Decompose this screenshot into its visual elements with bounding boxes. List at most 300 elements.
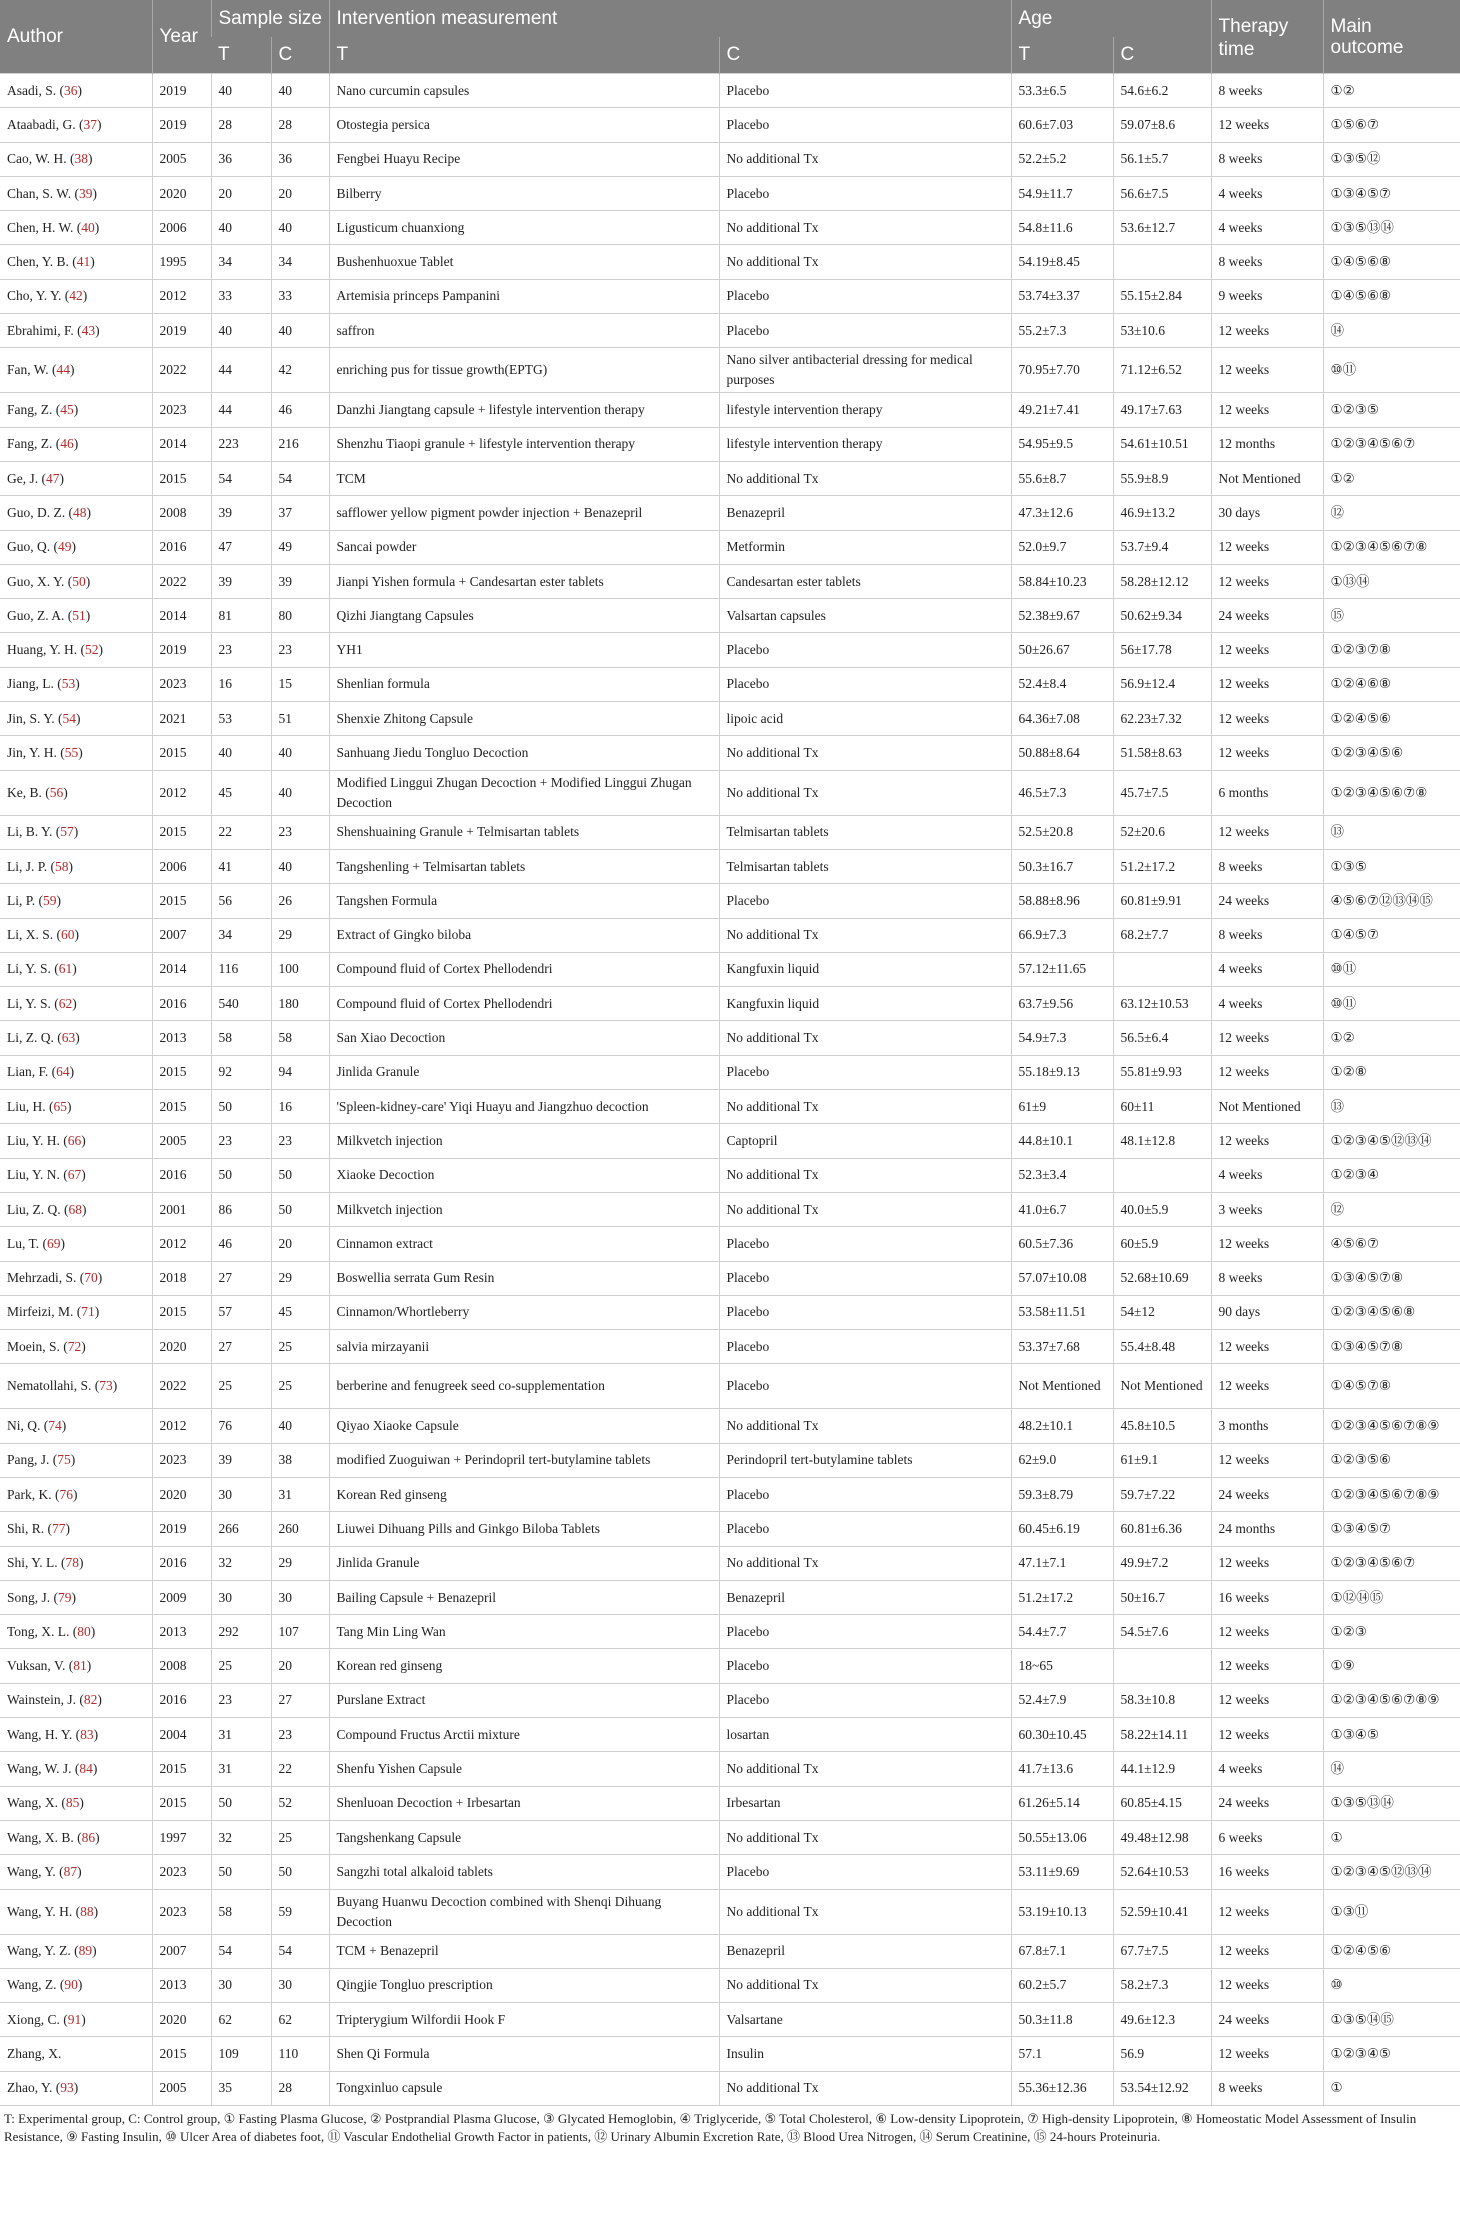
reference-link[interactable]: 72 — [67, 1338, 82, 1354]
table-row — [0, 952, 1460, 986]
cell-year: 2016 — [152, 1546, 211, 1580]
cell-year: 2008 — [152, 1649, 211, 1683]
cell-age-t: 58.88±8.96 — [1011, 884, 1113, 918]
cell-therapy-time: 24 weeks — [1211, 2003, 1323, 2037]
cell-intervention-t: Jinlida Granule — [329, 1546, 719, 1580]
author-name: Li, Z. Q. ( — [7, 1030, 62, 1046]
reference-link[interactable]: 86 — [81, 1829, 96, 1845]
author-name: Moein, S. ( — [7, 1338, 68, 1354]
reference-link[interactable]: 73 — [99, 1378, 113, 1394]
reference-link[interactable]: 56 — [49, 784, 64, 800]
author-name: Liu, Z. Q. ( — [7, 1201, 69, 1217]
author-name: Fang, Z. ( — [7, 436, 61, 452]
reference-link[interactable]: 55 — [64, 744, 79, 760]
cell-intervention-t: Sanhuang Jiedu Tongluo Decoction — [329, 736, 719, 770]
cell-year: 2012 — [152, 1409, 211, 1443]
cell-therapy-time: 3 months — [1211, 1409, 1323, 1443]
cell-year: 2014 — [152, 952, 211, 986]
cell-intervention-c: No additional Tx — [719, 736, 1011, 770]
cell-sample-c: 40 — [271, 736, 329, 770]
cell-age-c: 52.68±10.69 — [1113, 1261, 1211, 1295]
cell-main-outcome: ⑭ — [1323, 1752, 1460, 1786]
cell-age-t: 47.3±12.6 — [1011, 496, 1113, 530]
author-name: Shi, R. ( — [7, 1520, 53, 1536]
reference-link[interactable]: 78 — [65, 1555, 80, 1571]
cell-sample-t: 223 — [211, 427, 271, 461]
cell-author: Huang, Y. H. (52) — [0, 633, 152, 667]
cell-age-t: 53.58±11.51 — [1011, 1295, 1113, 1329]
table-row — [0, 1364, 1460, 1409]
cell-age-c — [1113, 1158, 1211, 1192]
table-row — [0, 1192, 1460, 1226]
cell-age-c: 59.7±7.22 — [1113, 1477, 1211, 1511]
table-row — [0, 1786, 1460, 1820]
reference-link[interactable]: 80 — [77, 1623, 91, 1639]
cell-sample-t: 30 — [211, 1580, 271, 1614]
author-name: Zhao, Y. ( — [7, 2080, 61, 2096]
reference-link[interactable]: 50 — [72, 573, 86, 589]
header-intervention-t: T — [329, 37, 719, 74]
cell-author: Pang, J. (75) — [0, 1443, 152, 1477]
cell-sample-t: 27 — [211, 1261, 271, 1295]
cell-main-outcome: ①②⑧ — [1323, 1055, 1460, 1089]
reference-link[interactable]: 47 — [46, 470, 60, 486]
author-name: Liu, Y. H. ( — [7, 1132, 68, 1148]
cell-author: Liu, Y. N. (67) — [0, 1158, 152, 1192]
cell-age-t: 41.0±6.7 — [1011, 1192, 1113, 1226]
reference-link[interactable]: 67 — [67, 1167, 82, 1183]
cell-age-c: 55.81±9.93 — [1113, 1055, 1211, 1089]
cell-sample-t: 16 — [211, 667, 271, 701]
cell-main-outcome: ①② — [1323, 74, 1460, 108]
cell-age-c: 49.6±12.3 — [1113, 2003, 1211, 2037]
cell-sample-t: 292 — [211, 1615, 271, 1649]
cell-main-outcome: ①③⑪ — [1323, 1889, 1460, 1934]
author-name: Wang, H. Y. ( — [7, 1726, 81, 1742]
table-row — [0, 702, 1460, 736]
cell-age-t: 52.3±3.4 — [1011, 1158, 1113, 1192]
reference-link[interactable]: 69 — [47, 1235, 61, 1251]
cell-author: Ge, J. (47) — [0, 461, 152, 495]
cell-intervention-t: Danzhi Jiangtang capsule + lifestyle intervention therapy — [329, 393, 719, 427]
table-header — [0, 0, 1460, 74]
cell-sample-t: 23 — [211, 633, 271, 667]
author-name: Wang, X. B. ( — [7, 1829, 82, 1845]
cell-main-outcome: ⑬ — [1323, 1090, 1460, 1124]
cell-intervention-t: Qizhi Jiangtang Capsules — [329, 599, 719, 633]
reference-link[interactable]: 79 — [58, 1589, 72, 1605]
cell-age-t: 63.7±9.56 — [1011, 987, 1113, 1021]
table-row — [0, 1580, 1460, 1614]
cell-therapy-time: 24 weeks — [1211, 1477, 1323, 1511]
table-row — [0, 667, 1460, 701]
author-name: Ataabadi, G. ( — [7, 116, 84, 132]
cell-main-outcome: ①② — [1323, 461, 1460, 495]
cell-intervention-t: Sangzhi total alkaloid tablets — [329, 1855, 719, 1889]
cell-therapy-time: 4 weeks — [1211, 1752, 1323, 1786]
cell-sample-t: 76 — [211, 1409, 271, 1443]
cell-main-outcome: ①②③ — [1323, 1615, 1460, 1649]
header-main-outcome: Main outcome — [1323, 0, 1460, 74]
reference-link[interactable]: 41 — [76, 254, 91, 270]
cell-intervention-c: No additional Tx — [719, 770, 1011, 815]
cell-intervention-t: TCM + Benazepril — [329, 1934, 719, 1968]
cell-main-outcome: ①②③④⑤⑥⑦⑧ — [1323, 530, 1460, 564]
cell-therapy-time: 8 weeks — [1211, 74, 1323, 108]
cell-intervention-t: Qingjie Tongluo prescription — [329, 1968, 719, 2002]
cell-year: 2014 — [152, 427, 211, 461]
reference-link[interactable]: 93 — [60, 2080, 74, 2096]
author-name: Park, K. ( — [7, 1486, 60, 1502]
cell-sample-t: 41 — [211, 849, 271, 883]
cell-age-c: 60±11 — [1113, 1090, 1211, 1124]
author-name: Huang, Y. H. ( — [7, 642, 85, 658]
reference-link[interactable]: 51 — [72, 607, 86, 623]
reference-link[interactable]: 81 — [73, 1658, 87, 1674]
reference-link[interactable]: 77 — [52, 1520, 66, 1536]
reference-link[interactable]: 76 — [59, 1486, 73, 1502]
cell-age-c: 40.0±5.9 — [1113, 1192, 1211, 1226]
cell-main-outcome: ⑩⑪ — [1323, 348, 1460, 393]
cell-age-t: 64.36±7.08 — [1011, 702, 1113, 736]
cell-intervention-t: Shenshuaining Granule + Telmisartan tablets — [329, 815, 719, 849]
cell-sample-c: 40 — [271, 74, 329, 108]
cell-age-c: 51.2±17.2 — [1113, 849, 1211, 883]
reference-link[interactable]: 84 — [79, 1761, 93, 1776]
reference-link[interactable]: 40 — [81, 219, 95, 235]
cell-year: 2023 — [152, 393, 211, 427]
author-name: Wang, Z. ( — [7, 1977, 65, 1993]
cell-main-outcome: ①③⑤⑬⑭ — [1323, 211, 1460, 245]
cell-main-outcome: ⑭ — [1323, 314, 1460, 348]
table-row — [0, 1409, 1460, 1443]
table-row — [0, 1934, 1460, 1968]
cell-intervention-c: Placebo — [719, 633, 1011, 667]
cell-intervention-t: Xiaoke Decoction — [329, 1158, 719, 1192]
cell-author: Ebrahimi, F. (43) — [0, 314, 152, 348]
reference-link[interactable]: 60 — [61, 927, 75, 943]
cell-therapy-time: 12 weeks — [1211, 633, 1323, 667]
cell-main-outcome: ①②③④⑤⑥⑧ — [1323, 1295, 1460, 1329]
reference-link[interactable]: 59 — [43, 892, 57, 908]
cell-author: Li, Y. S. (61) — [0, 952, 152, 986]
cell-sample-c: 36 — [271, 142, 329, 176]
cell-author: Chan, S. W. (39) — [0, 176, 152, 210]
cell-sample-t: 86 — [211, 1192, 271, 1226]
table-row — [0, 279, 1460, 313]
cell-therapy-time: 16 weeks — [1211, 1580, 1323, 1614]
header-sample-c: C — [271, 37, 329, 74]
cell-therapy-time: 8 weeks — [1211, 1261, 1323, 1295]
cell-intervention-c: Placebo — [719, 1649, 1011, 1683]
cell-intervention-c: lifestyle intervention therapy — [719, 427, 1011, 461]
cell-main-outcome: ⑩⑪ — [1323, 987, 1460, 1021]
cell-sample-c: 37 — [271, 496, 329, 530]
cell-sample-c: 26 — [271, 884, 329, 918]
cell-therapy-time: 90 days — [1211, 1295, 1323, 1329]
cell-therapy-time: 24 weeks — [1211, 1786, 1323, 1820]
reference-link[interactable]: 75 — [57, 1452, 71, 1468]
author-name: Wang, Y. Z. ( — [7, 1943, 79, 1959]
cell-age-t: 54.95±9.5 — [1011, 427, 1113, 461]
cell-sample-c: 34 — [271, 245, 329, 279]
cell-sample-t: 46 — [211, 1227, 271, 1261]
cell-intervention-t: Tangshenling + Telmisartan tablets — [329, 849, 719, 883]
reference-link[interactable]: 61 — [58, 961, 73, 977]
table-row — [0, 849, 1460, 883]
reference-link[interactable]: 58 — [55, 858, 69, 874]
cell-year: 2018 — [152, 1261, 211, 1295]
author-name: Li, P. ( — [7, 892, 44, 908]
cell-author: Wang, Z. (90) — [0, 1968, 152, 2002]
cell-sample-t: 33 — [211, 279, 271, 313]
cell-sample-c: 40 — [271, 849, 329, 883]
cell-intervention-t: Bushenhuoxue Tablet — [329, 245, 719, 279]
cell-sample-c: 28 — [271, 108, 329, 142]
cell-main-outcome: ①②③⑤ — [1323, 393, 1460, 427]
reference-link[interactable]: 54 — [62, 710, 77, 726]
cell-therapy-time: 12 weeks — [1211, 1718, 1323, 1752]
author-name: Cao, W. H. ( — [7, 151, 75, 167]
cell-intervention-t: Tang Min Ling Wan — [329, 1615, 719, 1649]
cell-age-t: Not Mentioned — [1011, 1364, 1113, 1409]
cell-therapy-time: 12 weeks — [1211, 108, 1323, 142]
cell-therapy-time: 24 weeks — [1211, 884, 1323, 918]
cell-intervention-c: Perindopril tert-butylamine tablets — [719, 1443, 1011, 1477]
reference-link[interactable]: 48 — [73, 504, 87, 520]
cell-age-c: 56.9±12.4 — [1113, 667, 1211, 701]
cell-age-c: 71.12±6.52 — [1113, 348, 1211, 393]
cell-age-c: 55.4±8.48 — [1113, 1330, 1211, 1364]
cell-author: Li, P. (59) — [0, 884, 152, 918]
cell-sample-c: 20 — [271, 176, 329, 210]
reference-link[interactable]: 91 — [67, 2011, 82, 2027]
reference-link[interactable]: 57 — [60, 824, 74, 840]
cell-age-c — [1113, 952, 1211, 986]
cell-intervention-t: Compound Fructus Arctii mixture — [329, 1718, 719, 1752]
cell-sample-t: 40 — [211, 211, 271, 245]
cell-main-outcome: ⑩⑪ — [1323, 952, 1460, 986]
cell-author: Shi, R. (77) — [0, 1512, 152, 1546]
reference-link[interactable]: 38 — [74, 151, 88, 167]
cell-sample-c: 59 — [271, 1889, 329, 1934]
cell-age-c: 58.28±12.12 — [1113, 564, 1211, 598]
reference-link[interactable]: 66 — [67, 1132, 82, 1148]
author-name: Guo, X. Y. ( — [7, 573, 73, 589]
cell-age-t: 48.2±10.1 — [1011, 1409, 1113, 1443]
cell-intervention-c: Placebo — [719, 1364, 1011, 1409]
cell-intervention-c: Telmisartan tablets — [719, 815, 1011, 849]
cell-age-t: 57.1 — [1011, 2037, 1113, 2071]
cell-intervention-t: YH1 — [329, 633, 719, 667]
reference-link[interactable]: 44 — [56, 362, 71, 378]
cell-sample-c: 15 — [271, 667, 329, 701]
table-row — [0, 1477, 1460, 1511]
cell-intervention-t: Cinnamon/Whortleberry — [329, 1295, 719, 1329]
table-row — [0, 1649, 1460, 1683]
cell-therapy-time: 12 weeks — [1211, 815, 1323, 849]
cell-intervention-c: No additional Tx — [719, 1546, 1011, 1580]
cell-age-c: 51.58±8.63 — [1113, 736, 1211, 770]
cell-sample-t: 39 — [211, 1443, 271, 1477]
table-row — [0, 1820, 1460, 1854]
cell-main-outcome: ①③④⑤⑦⑧ — [1323, 1330, 1460, 1364]
cell-sample-t: 53 — [211, 702, 271, 736]
cell-sample-t: 58 — [211, 1021, 271, 1055]
reference-link[interactable]: 37 — [83, 116, 97, 132]
cell-therapy-time: 4 weeks — [1211, 987, 1323, 1021]
reference-link[interactable]: 45 — [60, 402, 74, 418]
cell-intervention-c: Placebo — [719, 314, 1011, 348]
cell-year: 2015 — [152, 1055, 211, 1089]
reference-link[interactable]: 89 — [78, 1943, 93, 1959]
cell-age-c: 49.17±7.63 — [1113, 393, 1211, 427]
cell-year: 2015 — [152, 884, 211, 918]
cell-author: Wang, Y. H. (88) — [0, 1889, 152, 1934]
cell-year: 2021 — [152, 702, 211, 736]
header-sample-t: T — [211, 37, 271, 74]
reference-link[interactable]: 70 — [84, 1270, 98, 1286]
cell-age-t: 55.2±7.3 — [1011, 314, 1113, 348]
cell-intervention-t: Modified Linggui Zhugan Decoction + Modified Linggui Zhugan Decoction — [329, 770, 719, 815]
reference-link[interactable]: 63 — [61, 1030, 76, 1046]
cell-age-c: 52±20.6 — [1113, 815, 1211, 849]
cell-therapy-time: 12 weeks — [1211, 1227, 1323, 1261]
author-name: Wang, Y. H. ( — [7, 1903, 81, 1919]
cell-therapy-time: 12 weeks — [1211, 314, 1323, 348]
cell-intervention-c: Valsartane — [719, 2003, 1011, 2037]
cell-author: Asadi, S. (36) — [0, 74, 152, 108]
cell-therapy-time: 12 weeks — [1211, 1021, 1323, 1055]
cell-sample-t: 50 — [211, 1855, 271, 1889]
cell-age-c: 54.6±6.2 — [1113, 74, 1211, 108]
cell-main-outcome: ①⑬⑭ — [1323, 564, 1460, 598]
cell-age-t: 41.7±13.6 — [1011, 1752, 1113, 1786]
cell-intervention-t: Artemisia princeps Pampanini — [329, 279, 719, 313]
header-sample-size: Sample size — [211, 0, 329, 37]
cell-author: Wang, X. B. (86) — [0, 1820, 152, 1854]
cell-intervention-c: Placebo — [719, 1295, 1011, 1329]
cell-main-outcome: ①②④⑥⑧ — [1323, 667, 1460, 701]
cell-intervention-c: Placebo — [719, 1477, 1011, 1511]
cell-sample-t: 40 — [211, 74, 271, 108]
cell-sample-c: 30 — [271, 1580, 329, 1614]
reference-link[interactable]: 71 — [81, 1304, 95, 1320]
reference-link[interactable]: 83 — [80, 1726, 94, 1742]
cell-age-c: 46.9±13.2 — [1113, 496, 1211, 530]
cell-sample-c: 216 — [271, 427, 329, 461]
cell-age-t: 57.07±10.08 — [1011, 1261, 1113, 1295]
cell-age-t: 51.2±17.2 — [1011, 1580, 1113, 1614]
cell-age-c: 61±9.1 — [1113, 1443, 1211, 1477]
author-name: Ke, B. ( — [7, 784, 50, 800]
cell-main-outcome: ① — [1323, 2071, 1460, 2105]
reference-link[interactable]: 43 — [81, 322, 96, 338]
cell-age-t: 66.9±7.3 — [1011, 918, 1113, 952]
cell-therapy-time: 4 weeks — [1211, 176, 1323, 210]
table-row — [0, 1683, 1460, 1717]
reference-link[interactable]: 90 — [64, 1977, 78, 1993]
cell-intervention-t: Tangshen Formula — [329, 884, 719, 918]
cell-intervention-t: TCM — [329, 461, 719, 495]
cell-age-t: 53.3±6.5 — [1011, 74, 1113, 108]
cell-sample-c: 39 — [271, 564, 329, 598]
cell-author: Liu, Y. H. (66) — [0, 1124, 152, 1158]
reference-link[interactable]: 87 — [63, 1863, 78, 1879]
reference-link[interactable]: 42 — [69, 288, 83, 304]
cell-intervention-t: Extract of Gingko biloba — [329, 918, 719, 952]
reference-link[interactable]: 65 — [53, 1098, 67, 1114]
author-name: Zhang, X. — [7, 2046, 62, 2062]
cell-intervention-c: Placebo — [719, 74, 1011, 108]
cell-therapy-time: 8 weeks — [1211, 849, 1323, 883]
cell-year: 2005 — [152, 142, 211, 176]
cell-intervention-c: No additional Tx — [719, 918, 1011, 952]
cell-sample-t: 27 — [211, 1330, 271, 1364]
cell-age-t: 58.84±10.23 — [1011, 564, 1113, 598]
cell-age-t: 52.0±9.7 — [1011, 530, 1113, 564]
reference-link[interactable]: 46 — [60, 436, 74, 452]
cell-year: 2012 — [152, 1227, 211, 1261]
reference-link[interactable]: 39 — [79, 185, 93, 201]
table-row — [0, 2071, 1460, 2105]
reference-link[interactable]: 74 — [48, 1418, 62, 1434]
reference-link[interactable]: 88 — [80, 1903, 94, 1919]
cell-therapy-time: 3 weeks — [1211, 1192, 1323, 1226]
reference-link[interactable]: 68 — [68, 1201, 82, 1217]
reference-link[interactable]: 64 — [56, 1064, 70, 1080]
cell-sample-c: 50 — [271, 1192, 329, 1226]
cell-age-c: 56±17.78 — [1113, 633, 1211, 667]
cell-age-t: 46.5±7.3 — [1011, 770, 1113, 815]
cell-year: 2015 — [152, 1090, 211, 1124]
reference-link[interactable]: 62 — [58, 995, 73, 1011]
reference-link[interactable]: 82 — [83, 1692, 98, 1708]
table-row — [0, 987, 1460, 1021]
cell-intervention-c: Valsartan capsules — [719, 599, 1011, 633]
cell-main-outcome: ①③④⑤⑦ — [1323, 176, 1460, 210]
cell-main-outcome: ①③⑤⑫ — [1323, 142, 1460, 176]
cell-age-t: 50.55±13.06 — [1011, 1820, 1113, 1854]
cell-age-c: 56.9 — [1113, 2037, 1211, 2071]
cell-age-t: 50.3±16.7 — [1011, 849, 1113, 883]
cell-main-outcome: ①③④⑤⑦ — [1323, 1512, 1460, 1546]
cell-therapy-time: 12 weeks — [1211, 530, 1323, 564]
cell-sample-t: 30 — [211, 1968, 271, 2002]
cell-age-t: 59.3±8.79 — [1011, 1477, 1113, 1511]
cell-year: 2020 — [152, 1477, 211, 1511]
author-name: Wainstein, J. ( — [7, 1692, 84, 1708]
cell-age-c: 60.85±4.15 — [1113, 1786, 1211, 1820]
reference-link[interactable]: 36 — [64, 82, 78, 98]
cell-sample-c: 40 — [271, 314, 329, 348]
reference-link[interactable]: 85 — [65, 1795, 80, 1811]
cell-sample-t: 92 — [211, 1055, 271, 1089]
cell-age-c: Not Mentioned — [1113, 1364, 1211, 1409]
cell-main-outcome: ①④⑤⑦ — [1323, 918, 1460, 952]
cell-year: 2015 — [152, 1295, 211, 1329]
reference-link[interactable]: 49 — [58, 539, 72, 555]
cell-author: Xiong, C. (91) — [0, 2003, 152, 2037]
table-row — [0, 884, 1460, 918]
cell-intervention-t: Milkvetch injection — [329, 1192, 719, 1226]
table-row — [0, 1615, 1460, 1649]
cell-year: 2023 — [152, 1855, 211, 1889]
cell-author: Guo, Q. (49) — [0, 530, 152, 564]
reference-link[interactable]: 52 — [85, 642, 99, 658]
reference-link[interactable]: 53 — [61, 676, 76, 692]
cell-intervention-c: Placebo — [719, 667, 1011, 701]
